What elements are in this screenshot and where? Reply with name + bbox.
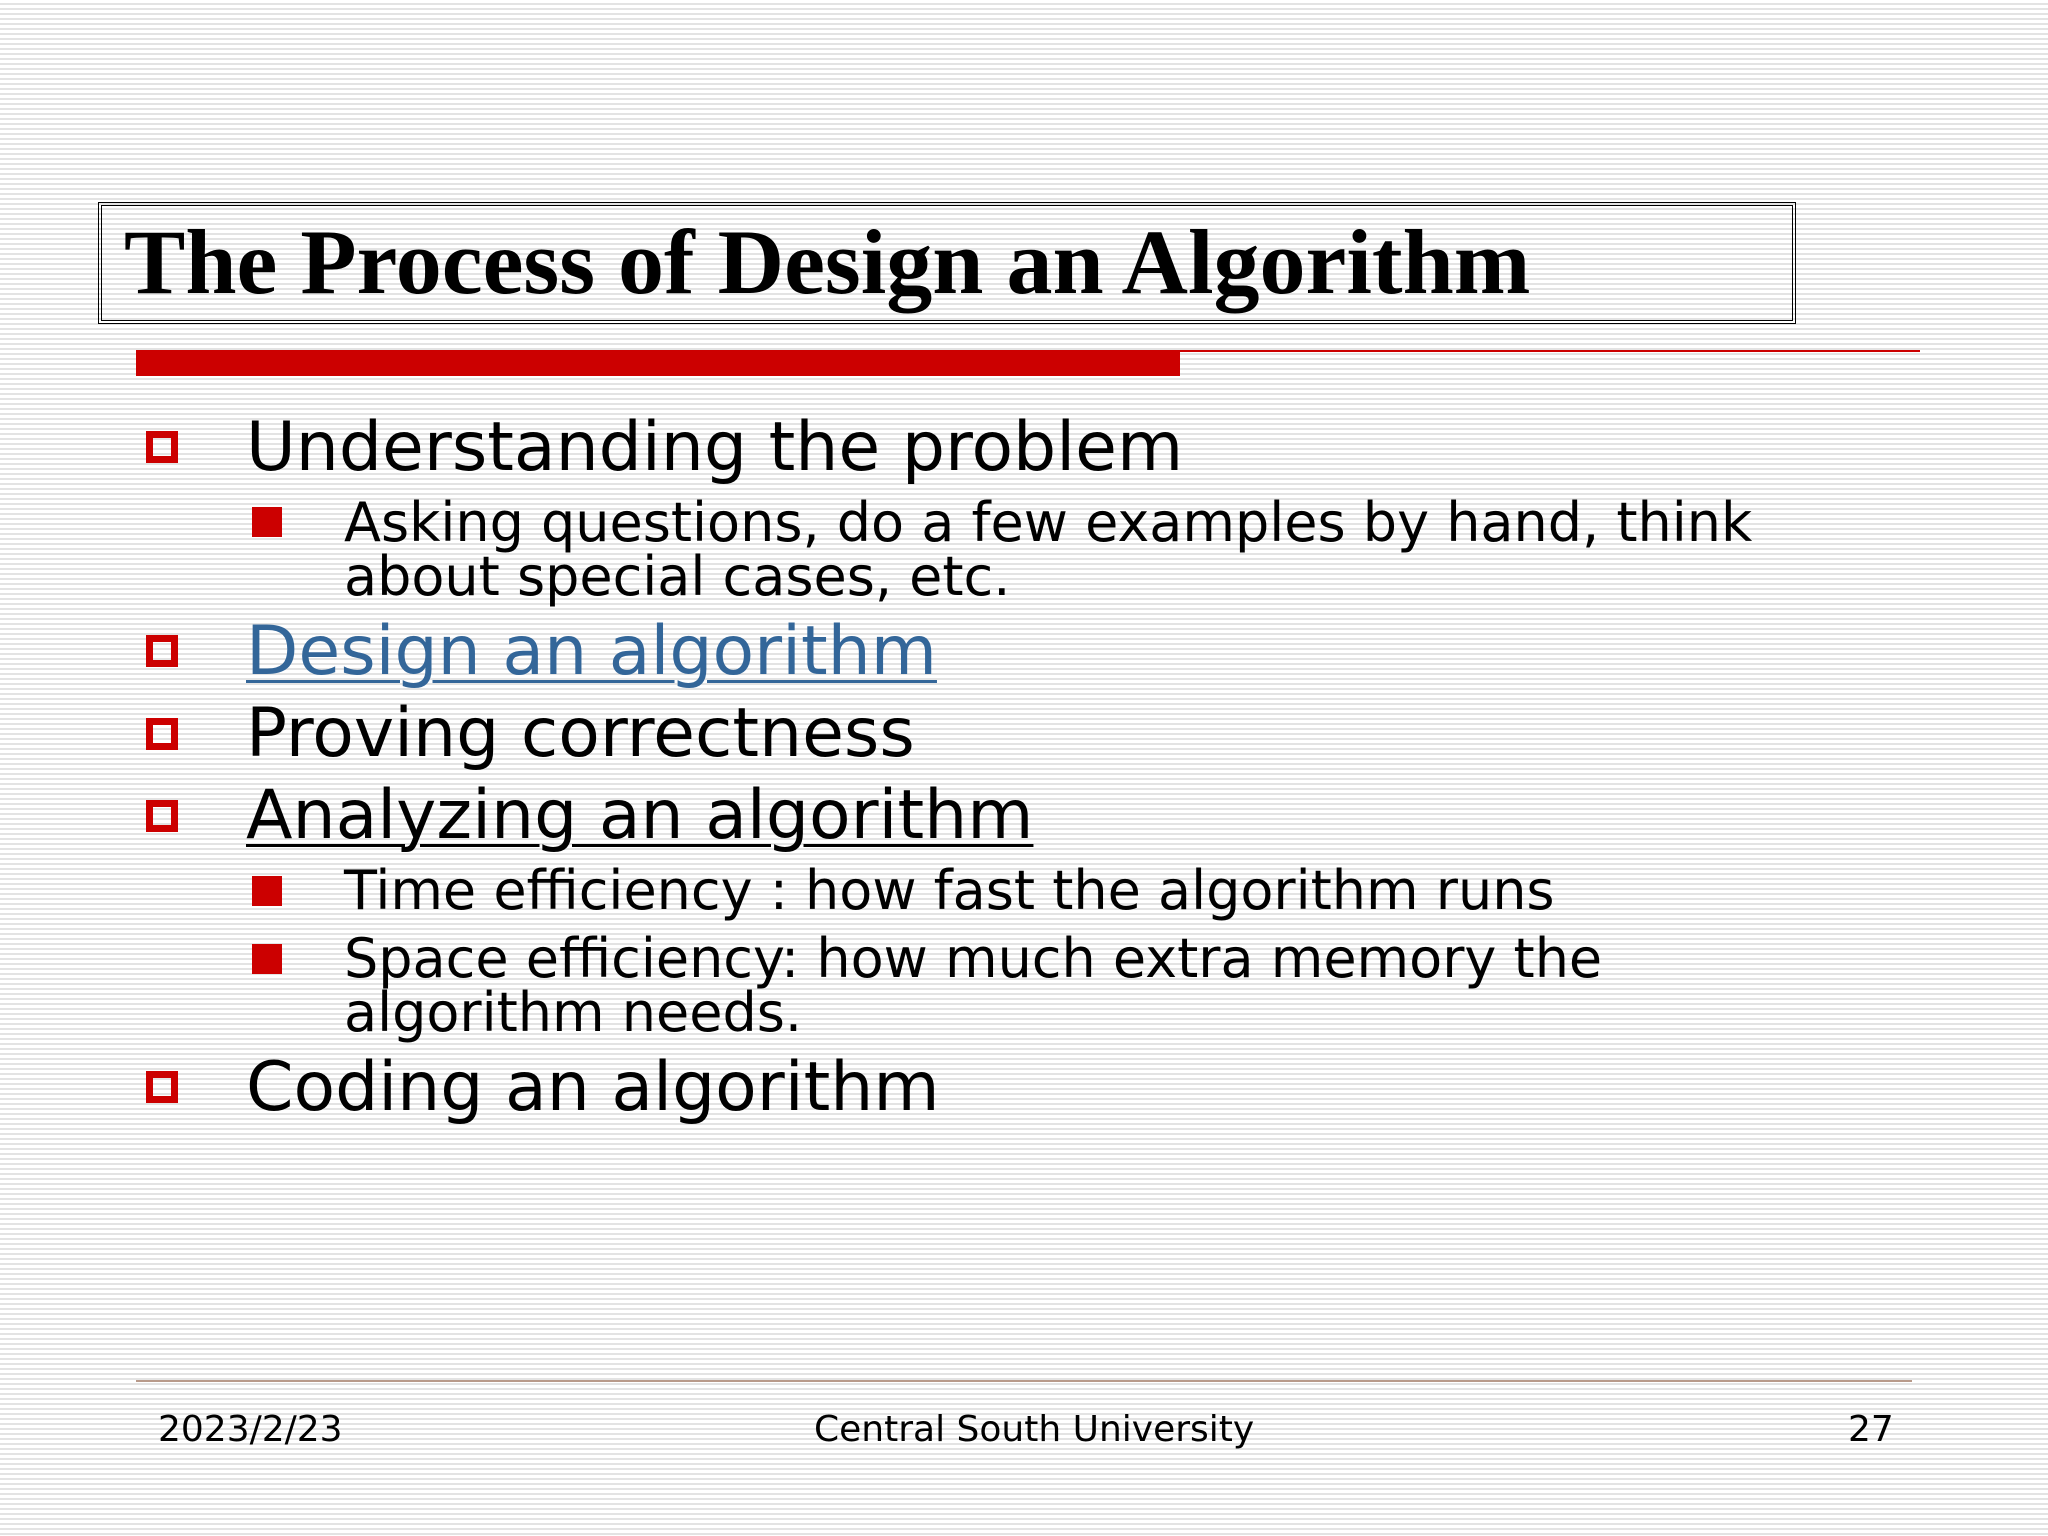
footer-date: 2023/2/23 [158, 1409, 343, 1450]
filled-square-icon [252, 944, 282, 974]
slide-title: The Process of Design an Algorithm [124, 211, 1531, 313]
filled-square-icon [252, 876, 282, 906]
footer-organization: Central South University [814, 1409, 1255, 1450]
filled-square-icon [252, 507, 282, 537]
sub-bullet-space-efficiency: Space efficiency: how much extra memory the algorithm needs. [344, 927, 1603, 1044]
title-accent-bar [136, 350, 1180, 376]
footer-divider [136, 1380, 1912, 1382]
title-accent-line [1180, 350, 1920, 352]
sub-bullet-time-efficiency: Time efficiency : how fast the algorithm runs [344, 859, 1555, 922]
sub-bullet-asking-questions: Asking questions, do a few examples by hand, think about special cases, etc. [344, 491, 1753, 608]
hollow-square-icon [146, 1071, 178, 1103]
bullet-design-algorithm[interactable] [246, 612, 937, 692]
hollow-square-icon [146, 718, 178, 750]
bullet-understanding: Understanding the problem [246, 408, 1184, 487]
hollow-square-icon [146, 431, 178, 463]
hollow-square-icon [146, 635, 178, 667]
bullet-proving-correctness: Proving correctness [246, 694, 915, 773]
title-box [98, 202, 1796, 324]
design-algorithm-link[interactable]: Design an algorithm [246, 612, 937, 691]
analyzing-algorithm-text: Analyzing an algorithm [246, 776, 1034, 855]
bullet-analyzing-algorithm [246, 776, 1033, 856]
footer-page-number: 27 [1848, 1409, 1894, 1450]
bullet-coding-algorithm: Coding an algorithm [246, 1048, 940, 1127]
hollow-square-icon [146, 800, 178, 832]
